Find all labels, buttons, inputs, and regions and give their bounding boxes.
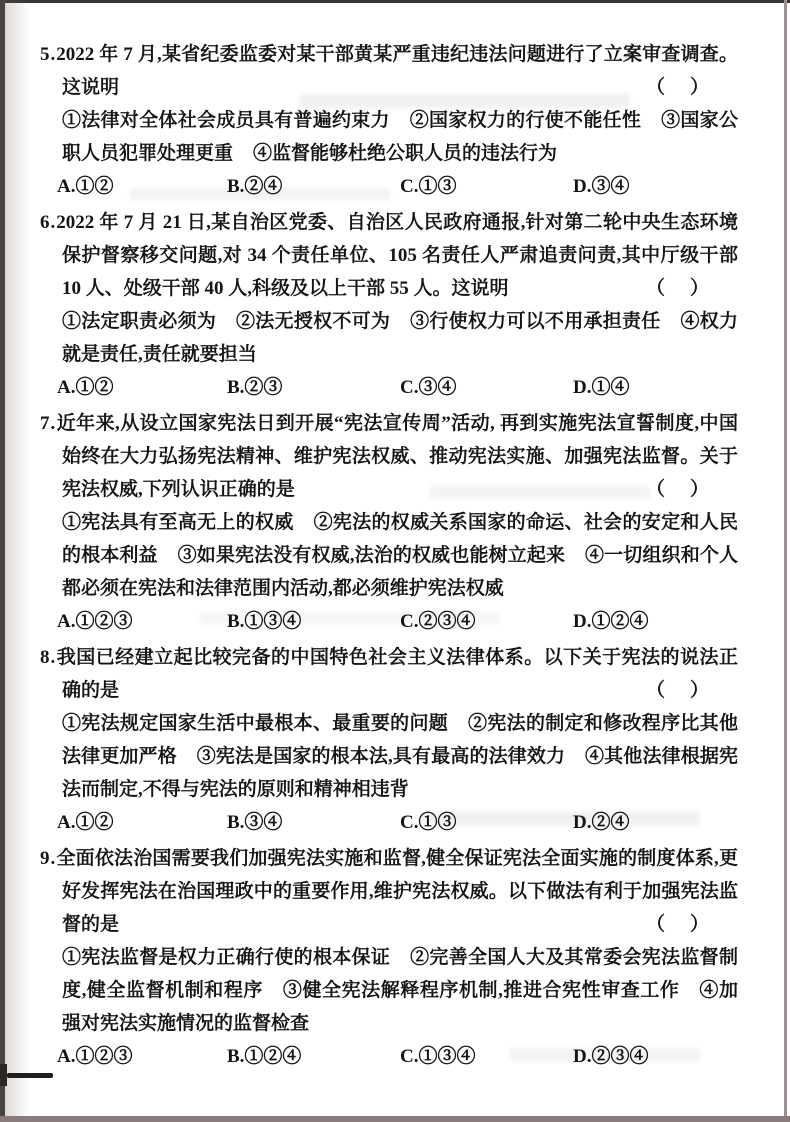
statement-item: ②完善全国人大及其常委会宪法监督制度,健全监督机制和程序 — [62, 947, 738, 1001]
statement-item: ①法律对全体社会成员具有普遍约束力 — [62, 110, 390, 131]
choice-row — [40, 806, 738, 839]
statement-item: ③宪法是国家的根本法,具有最高的法律效力 — [196, 746, 566, 767]
choice-c: C.①③④ — [400, 1046, 476, 1067]
statement-item: ③行使权力可以不用承担责任 — [410, 311, 661, 332]
question-9 — [40, 842, 738, 1073]
numbered-statements — [40, 941, 738, 1040]
choice-b: B.①②④ — [227, 1046, 302, 1067]
scan-shadow-left — [5, 0, 29, 1122]
choice-c: C.①③ — [400, 176, 457, 197]
question-stem — [40, 641, 738, 707]
scan-edge-top — [0, 0, 790, 3]
answer-bracket: （ ） — [646, 680, 710, 701]
answer-bracket: （ ） — [646, 77, 710, 98]
choice-b: B.②④ — [227, 176, 283, 197]
statement-item: ①宪法监督是权力正确行使的根本保证 — [62, 947, 391, 968]
choice-d: D.①④ — [573, 377, 630, 398]
statement-item: ④监督能够杜绝公职人员的违法行为 — [252, 143, 557, 164]
question-stem-text: 我国已经建立起比较完备的中国特色社会主义法律体系。以下关于宪法的说法正确的是 — [56, 647, 738, 701]
numbered-statements — [40, 104, 738, 170]
questions-list — [40, 38, 738, 1073]
choice-row — [40, 1040, 738, 1073]
choice-c: C.①③ — [400, 812, 457, 833]
statement-item: ①法定职责必须为 — [62, 311, 217, 332]
question-number: 6. — [40, 212, 57, 233]
question-5 — [40, 38, 738, 203]
question-number: 7. — [40, 413, 57, 434]
choice-d: D.②③④ — [573, 1046, 649, 1067]
answer-bracket: （ ） — [646, 914, 710, 935]
question-stem — [40, 407, 738, 506]
statement-item: ①宪法规定国家生活中最根本、最重要的问题 — [62, 713, 449, 734]
question-stem-text: 近年来,从设立国家宪法日到开展“宪法宣传周”活动, 再到实施宪法宣誓制度,中国始终在大力弘扬宪法精神、维护宪法权威、推动宪法实施、加强宪法监督。关于宪法权威,下列认识正确的是 — [56, 413, 738, 500]
choice-b: B.②③ — [227, 377, 283, 398]
answer-bracket: （ ） — [646, 479, 710, 500]
margin-tick-mark — [0, 1064, 7, 1086]
question-number: 9. — [40, 848, 57, 869]
choice-row — [40, 371, 738, 404]
choice-row — [40, 605, 738, 638]
choice-a: A.①② — [57, 812, 114, 833]
statement-item: ①宪法具有至高无上的权威 — [62, 512, 294, 533]
choice-a: A.①② — [57, 377, 114, 398]
choice-c: C.②③④ — [400, 611, 476, 632]
numbered-statements — [40, 707, 738, 806]
choice-a: A.①②③ — [57, 611, 133, 632]
question-stem-text: 2022 年 7 月 21 日,某自治区党委、自治区人民政府通报,针对第二轮中央生态环境保护督察移交问题,对 34 个责任单位、105 名责任人严肃追责问责,其中厅级干部 10 人、处级干部 40 人,科级及以上干部 55 人。这说明 — [56, 212, 738, 299]
scan-edge-right — [784, 0, 787, 1122]
choice-a: A.①② — [57, 176, 114, 197]
statement-item: ④加强对宪法实施情况的监督检查 — [62, 980, 738, 1034]
choice-b: B.③④ — [227, 812, 283, 833]
choice-c: C.③④ — [400, 377, 457, 398]
question-7 — [40, 407, 738, 638]
choice-d: D.③④ — [573, 176, 630, 197]
question-stem-text: 全面依法治国需要我们加强宪法实施和监督,健全保证宪法全面实施的制度体系,更好发挥宪法在治国理政中的重要作用,维护宪法权威。以下做法有利于加强宪法监督的是 — [56, 848, 738, 935]
statement-item: ②法无授权不可为 — [236, 311, 391, 332]
question-number: 5. — [40, 44, 57, 65]
numbered-statements — [40, 506, 738, 605]
statement-item: ③如果宪法没有权威,法治的权威也能树立起来 — [177, 545, 566, 566]
scan-edge-bottom — [0, 1116, 790, 1122]
statement-item: ④权力就是责任,责任就要担当 — [62, 311, 738, 365]
statement-item: ③国家公职人员犯罪处理更重 — [62, 110, 738, 164]
question-number: 8. — [40, 647, 57, 668]
choice-b: B.①③④ — [227, 611, 302, 632]
statement-item: ②宪法的制定和修改程序比其他法律更加严格 — [62, 713, 738, 767]
numbered-statements — [40, 305, 738, 371]
choice-row — [40, 170, 738, 203]
question-stem — [40, 38, 738, 104]
question-stem — [40, 206, 738, 305]
statement-item: ④其他法律根据宪法而制定,不得与宪法的原则和精神相违背 — [62, 746, 738, 800]
statement-item: ②国家权力的行使不能任性 — [409, 110, 642, 131]
choice-d: D.②④ — [573, 812, 630, 833]
choice-a: A.①②③ — [57, 1046, 133, 1067]
answer-bracket: （ ） — [646, 278, 710, 299]
statement-item: ②宪法的权威关系国家的命运、社会的安定和人民的根本利益 — [62, 512, 738, 566]
question-6 — [40, 206, 738, 404]
question-stem — [40, 842, 738, 941]
choice-d: D.①②④ — [573, 611, 649, 632]
question-8 — [40, 641, 738, 839]
question-stem-text: 2022 年 7 月,某省纪委监委对某干部黄某严重违纪违法问题进行了立案审查调查。这说明 — [56, 44, 738, 98]
margin-dash-mark — [7, 1073, 53, 1078]
statement-item: ③健全宪法解释程序机制,推进合宪性审查工作 — [282, 980, 680, 1001]
statement-item: ④一切组织和个人都必须在宪法和法律范围内活动,都必须维护宪法权威 — [62, 545, 738, 599]
